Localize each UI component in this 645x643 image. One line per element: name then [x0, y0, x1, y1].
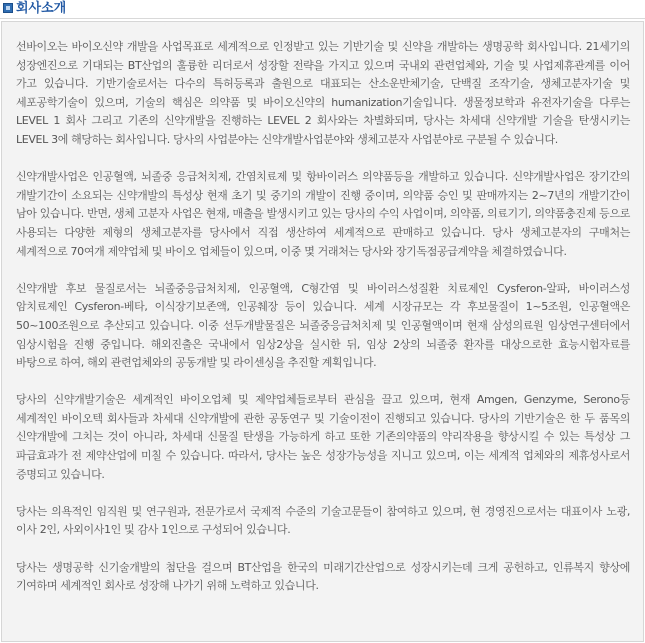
square-bullet-icon — [3, 3, 13, 13]
section-header — [0, 0, 645, 20]
intro-paragraph-5: 당사는 의욕적인 임직원 및 연구원과, 전문가로서 국제적 수준의 기술고문들이 참여하고 있으며, 현 경영진으로서는 대표이사 노광, 이사 2인, 사외이사1인 및 감사 1인으로 구성되어 있습니다. — [16, 504, 630, 537]
section-title: 회사소개 — [16, 1, 67, 16]
intro-paragraph-2: 신약개발사업은 인공혈액, 뇌졸중 응급처치제, 간염치료제 및 항바이러스 의약품등을 개발하고 있습니다. 신약개발사업은 장기간의 개발기간이 소요되는 신약개발의 특성상 현재 초기 및 중기의 개발이 진행 중이며, 의약품 승인 및 판매까지는 2~7년의 개발기간이 남아 있습니다. 반면, 생체 고분자 사업은 현재, 매출을 발생시키고 있는 당사의 수익 사업이며, 의약품, 의료기기, 의약품충진제 등으로 사용되는 다양한 제형의 생체고분자를 당사에서 직접 생산하여 세계적으로 판매하고 있습니다. 당사 생체고분자의 구매처는 세계적으로 70여개 제약업체 및 바이오 업체들이 있으며, 이중 몇 거래처는 당사와 장기독점공급계약을 체결하였습니다. — [16, 170, 630, 258]
intro-paragraph-1: 선바이오는 바이오신약 개발을 사업목표로 세계적으로 인정받고 있는 기반기술 및 신약을 개발하는 생명공학 회사입니다. 21세기의 성장엔진으로 기대되는 BT산업의 훌륭한 리더로서 성장할 전략을 가지고 있으며 국내외 관련업체와, 기술 및 사업제휴관계를 이어 가고 있습니다. 기반기술로서는 다수의 특허등록과 출원으로 대표되는 산소운반체기술, 단백질 조작기술, 생체고분자기술 및 세포공학기술이 있으며, 기술의 핵심은 의약품 및 바이오신약의 humanization기술입니다. 생물정보학과 유전자기술을 다루는 LEVEL 1 회사 그리고 기존의 신약개발을 진행하는 LEVEL 2 회사와는 차별화되며, 당사는 차세대 신약개발 기술을 탄생시키는 LEVEL 3에 해당하는 회사입니다. 당사의 사업분야는 신약개발사업분야와 생체고분자 사업분야로 구분될 수 있습니다. — [16, 40, 630, 146]
intro-paragraph-3: 신약개발 후보 물질로서는 뇌졸중응급처치제, 인공혈액, C형간염 및 바이러스성질환 치료제인 Cysferon-알파, 바이러스성 암치료제인 Cysferon-베타, 이식장기보존액, 인공췌장 등이 있습니다. 세계 시장규모는 각 후보물질이 1~5조원, 인공혈액은 50~100조원으로 추산되고 있습니다. 이중 선두개발물질은 뇌졸중응급처치제 및 인공혈액이며 현재 삼성의료원 임상연구센터에서 임상시험을 진행 중입니다. 해외진출은 국내에서 임상2상을 실시한 뒤, 임상 2상의 뇌졸중 환자를 대상으로한 효능시험자료를 바탕으로 하여, 해외 관련업체와의 공동개발 및 라이센싱을 추진할 계획입니다. — [16, 281, 630, 370]
company-intro-panel — [1, 21, 644, 642]
header-divider — [0, 18, 645, 19]
company-intro-text — [16, 38, 630, 614]
intro-paragraph-6: 당사는 생명공학 신기술개발의 첨단을 걸으며 BT산업을 한국의 미래기간산업으로 성장시키는데 크게 공헌하고, 인류복지 향상에 기여하며 세계적인 회사로 성장해 나가기 위해 노력하고 있습니다. — [16, 560, 630, 593]
intro-paragraph-4: 당사의 신약개발기술은 세계적인 바이오업체 및 제약업체들로부터 관심을 끌고 있으며, 현재 Amgen, Genzyme, Serono등 세계적인 바이오텍 회사들과 차세대 신약개발에 관한 공동연구 및 기술이전이 진행되고 있습니다. 당사의 기반기술은 한 두 품목의 신약개발에 그치는 것이 아니라, 차세대 신물질 탄생을 가능하게 하고 또한 기존의약품의 약리작용을 향상시킬 수 있는 특성상 그 파급효과가 전 제약산업에 미칠 수 있습니다. 따라서, 당사는 높은 성장가능성을 지니고 있으며, 이는 세계적 업체와의 제휴성사로서 증명되고 있습니다. — [16, 393, 630, 481]
